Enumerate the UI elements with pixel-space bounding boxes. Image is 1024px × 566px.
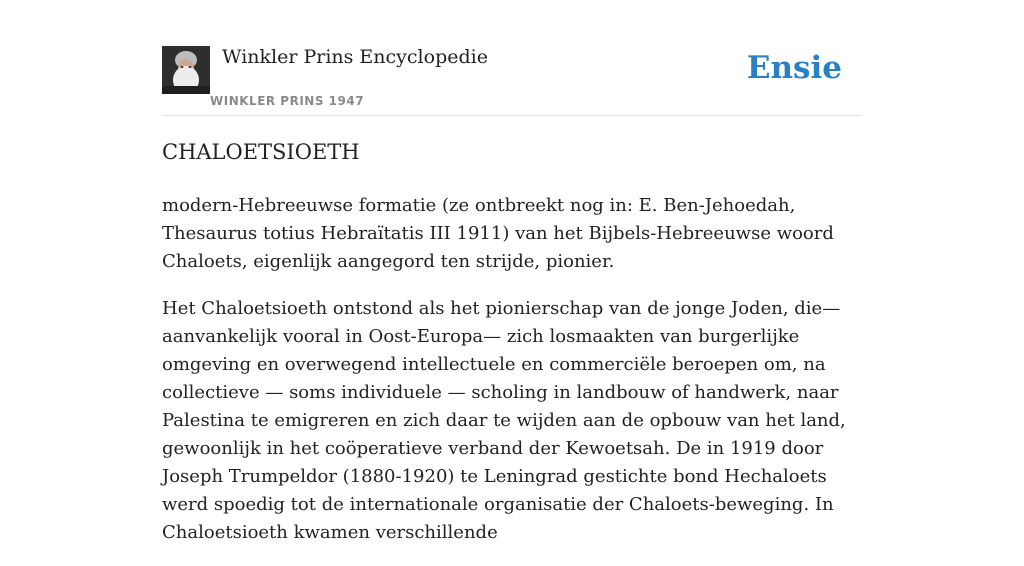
source-header [162, 44, 862, 116]
brand-logo[interactable]: Ensie [746, 50, 842, 86]
article-title: CHALOETSIOETH [162, 140, 360, 164]
source-title[interactable]: Winkler Prins Encyclopedie [222, 46, 488, 68]
source-edition: WINKLER PRINS 1947 [210, 94, 365, 108]
paragraph: modern-Hebreeuwse formatie (ze ontbreekt nog in: E. Ben-Jehoedah, Thesaurus totius Hebraïtatis III 1911) van het Bijbels-Hebreeuwse woord Chaloets, eigenlijk aangegord ten strijde, pionier. [162, 195, 834, 272]
article-body [162, 192, 862, 566]
paragraph: Het Chaloetsioeth ontstond als het pionierschap van de jonge Joden, die— aanvankelijk vooral in Oost-Europa— zich losmaakten van burgerlijke omgeving en overwegend intellectuele en commerciële beroepen om, na collectieve — soms individuele — scholing in landbouw of handwerk, naar Palestina te emigreren en zich daar te wijden aan de opbouw van het land, gewoonlijk in het coöperatieve verband der Kewoetsah. De in 1919 door Joseph Trumpeldor (1880-1920) te Leningrad gestichte bond Hechaloets werd spoedig tot de internationale organisatie der Chaloets-beweging. In Chaloetsioeth kwamen verschillende [162, 298, 846, 543]
bearded-man-portrait-icon[interactable] [162, 46, 210, 94]
